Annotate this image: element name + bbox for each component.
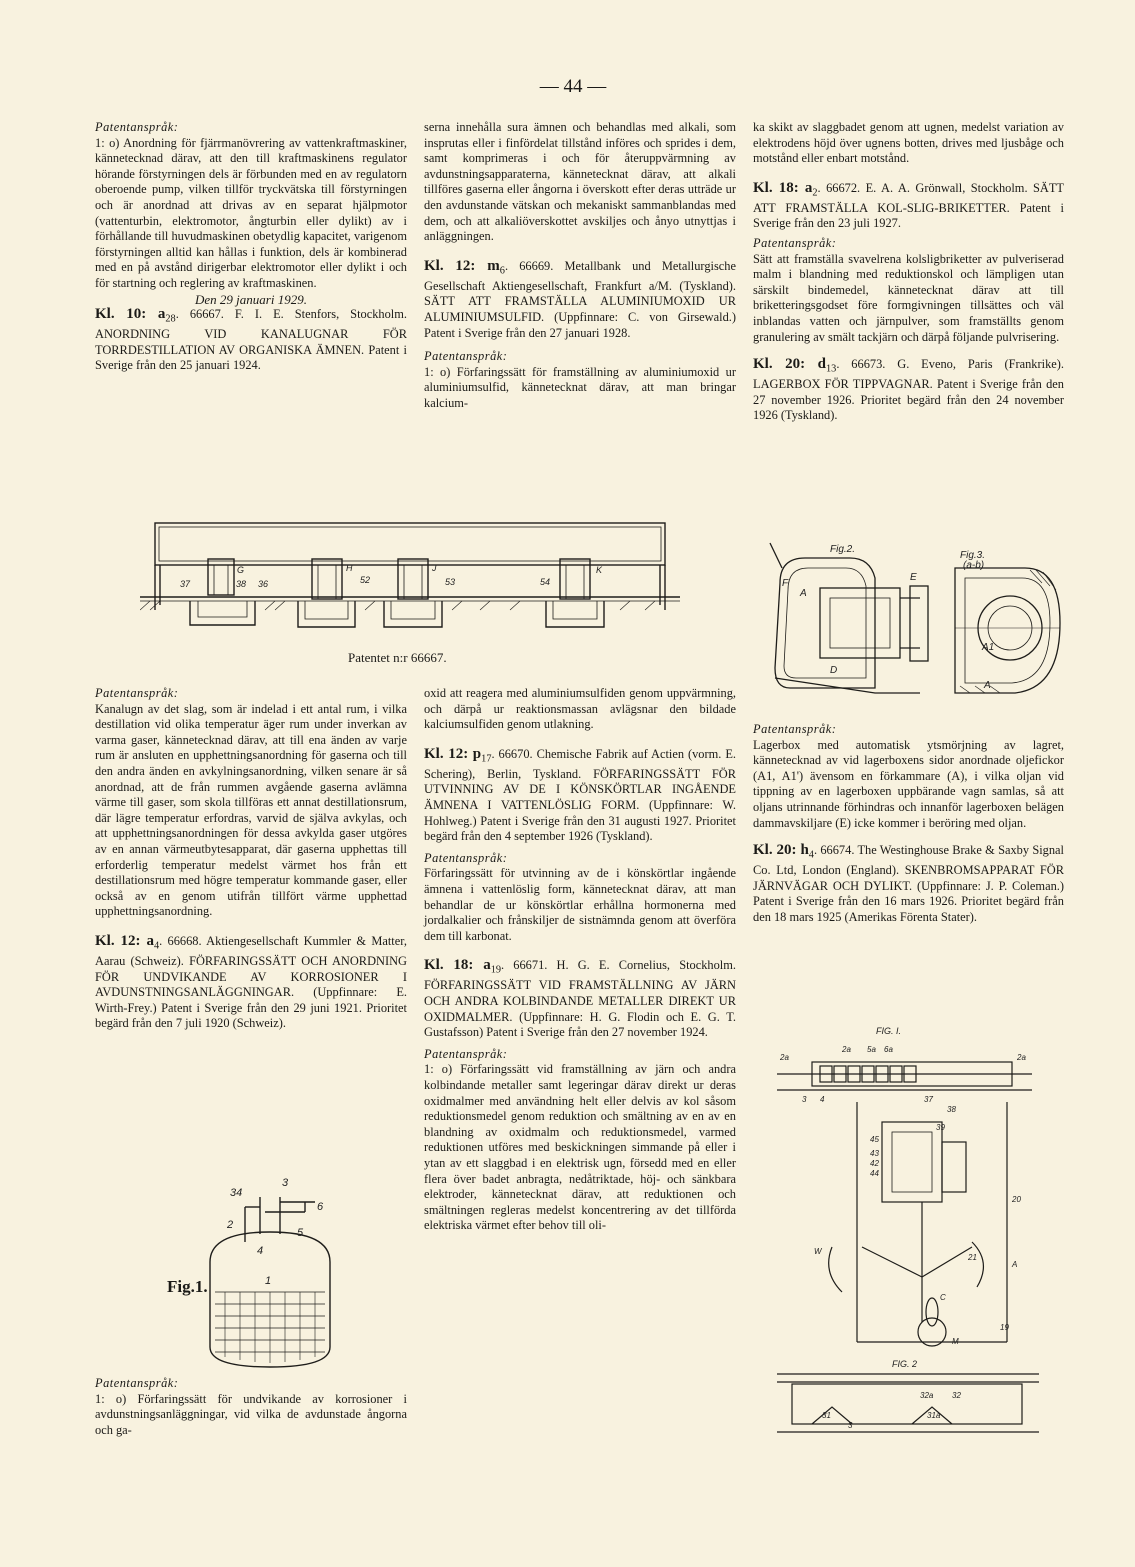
fig-label: M (952, 1337, 959, 1346)
fig-label: D (830, 665, 838, 676)
patent-class-sub: 4 (153, 940, 160, 952)
patent-entry-text: . 66670. Chemische Fabrik auf Actien (vorm. E. Schering), Berlin, Tyskland. FÖRFARINGSSÄTT FÖR UTVINNING AV DE I KÖNSKÖRTLAR INGÅENDE ÄMNENA I VATTENLÖSLIG FORM. (Uppfinnare: W. Hohlweg.) Patent i Sverige från den 31 augusti 1927. Prioritet begärd från den 4 september 1926 (Tyskland). (424, 746, 736, 844)
fig-label: 44 (870, 1169, 879, 1178)
fig-title: FIG. I. (876, 1026, 902, 1036)
fig-label: H (346, 563, 353, 573)
skenbroms-drawing (772, 1022, 1044, 1442)
fig-label: 21 (968, 1253, 977, 1262)
section-heading: Patentanspråk: (95, 120, 179, 134)
patent-entry-text: . 66672. E. A. A. Grönwall, Stockholm. SÄTT ATT FRAMSTÄLLA KOL-SLIG-BRIKETTER. Patent i Sverige från den 23 juli 1927. (753, 180, 1064, 231)
fig-label: 39 (936, 1123, 945, 1132)
page-number: — 44 — (539, 76, 607, 97)
figure-lagerbox (760, 528, 1065, 716)
patent-entry-text: . 66673. G. Eveno, Paris (Frankrike). LAGERBOX FÖR TIPPVAGNAR. Patent i Sverige från den 27 november 1926. Prioritet begärd från den 24 november 1926 (Tyskland). (753, 357, 1064, 423)
section-heading: Patentanspråk: (424, 349, 508, 364)
column-3-bottom (753, 722, 1064, 926)
patent-class-sub: 28 (165, 313, 176, 325)
patent-entry-text: . 66671. H. G. E. Cornelius, Stockholm. FÖRFARINGSSÄTT VID FRAMSTÄLLNING AV JÄRN OCH ANDRA KOLBINDANDE METALLER DIREKT UR OXIDMALMER. (Uppfinnare: H. G. Flodin och E. G. T. Gustafsson) Patent i Sverige från den 27 november 1924. (424, 958, 736, 1040)
fig-title: FIG. 2 (892, 1359, 918, 1369)
date-heading: Den 29 januari 1929. (195, 291, 307, 307)
fig-label: 3 (282, 1177, 289, 1189)
fig-label: C (940, 1293, 946, 1302)
patent-class: Kl. 18: a (753, 179, 813, 196)
fig-label: 31a (927, 1411, 941, 1420)
patent-class-sub: 2 (812, 187, 818, 199)
section-heading: Patentanspråk: (753, 236, 837, 251)
fig-label: G (237, 565, 245, 575)
patent-class-sub: 4 (808, 849, 814, 861)
section-heading: Patentanspråk: (95, 1376, 179, 1390)
patent-entry-text: . 66669. Metallbank und Metallurgische Gesellschaft Aktiengesellschaft, Frankfurt a/M. (Tyskland). SÄTT ATT FRAMSTÄLLA ALUMINIUMOXID UR ALUMINIUMSULFID. (Uppfinnare: C. von Girsewald.) Patent i Sverige från den 27 januari 1928. (424, 258, 736, 340)
fig-label: 54 (540, 577, 551, 587)
figure-skenbroms (772, 1022, 1044, 1442)
section-heading: Patentanspråk: (424, 1046, 508, 1061)
fig-label: 20 (1012, 1195, 1021, 1204)
fig-label: W (814, 1247, 822, 1256)
column-1-top (95, 120, 407, 374)
patent-class: Kl. 20: h (753, 842, 809, 859)
patent-class: Kl. 12: m (424, 257, 500, 274)
section-heading: Patentanspråk: (753, 722, 837, 736)
fig-label: 6a (884, 1045, 893, 1054)
claim-text: 1: o) Anordning för fjärrmanövrering av vattenkraftmaskiner, kännetecknad därav, att den till kraftmaskinens regulator hörande förstyrningen dels är förbunden med en av regulatorn oberoende pump, vilken tillför tryckvätska till förstyrningen och är anordnad att drivas av en separat hjälpmotor (vattenturbin, elektromotor, ångturbin eller dylikt) av i förhållande till huvudmaskinen obetydlig kapacitet, varigenom förstyrningen alltid kan hållas i funktion, dels är kombinerad med en på avstånd dirigerbar elektromotor eller dylikt i och för startning och reglering av kraftmaskinen. (95, 135, 407, 290)
kanalugn-drawing (140, 515, 680, 665)
patent-class: Kl. 20: d (753, 356, 826, 373)
column-1-bottom-claim (95, 1376, 407, 1438)
column-2-bottom (424, 686, 736, 1234)
fig-label: 2a (780, 1053, 789, 1062)
figure-kanalugn (140, 515, 680, 665)
fig-label: 2a (1017, 1053, 1026, 1062)
patent-entry-66670 (424, 747, 736, 845)
fig-label: 4 (820, 1095, 825, 1104)
fig-label: 43 (870, 1149, 879, 1158)
figure-avdunstning (165, 1172, 405, 1370)
continuation-text: oxid att reagera med aluminiumsulfiden genom uppvärmning, och därpå ur reaktionsmassan avlägsnar den bildade kalciumsulfiden genom utlakning. (424, 686, 736, 732)
fig-label: 32a (920, 1391, 934, 1400)
claim-text: 1: o) Förfaringssätt för framställning av aluminiumoxid ur aluminiumsulfid, kännetecknat därav, att man bringar kalcium- (424, 364, 736, 410)
fig-label: 38 (947, 1105, 956, 1114)
patent-entry-66667 (95, 307, 407, 374)
column-1-bottom (95, 686, 407, 1032)
section-heading: Patentanspråk: (424, 850, 508, 865)
fig-label: 2a (842, 1045, 851, 1054)
fig-label: 31 (822, 1411, 831, 1420)
fig-label: F (782, 578, 789, 589)
patent-class-sub: 13 (826, 363, 837, 375)
claim-text: Förfaringssätt för utvinning av de i könskörtlar ingående ämnena i vattenlöslig form, kännetecknat därav, att man behandlar de ur könskörtlar erhållna hormonerna med jordalkalier och frånskiljer de sistnämnda genom att överföra dem till karbonat. (424, 866, 736, 943)
fig-label: A (1012, 1260, 1018, 1269)
fig-label: 42 (870, 1159, 879, 1168)
patent-class: Kl. 12: a (95, 932, 154, 949)
fig-label: 53 (445, 577, 456, 587)
continuation-text: ka skikt av slaggbadet genom att ugnen, medelst variation av elektrodens höjd över ugnens botten, drives med ljusbåge och motstånd eller enbart motstånd. (753, 120, 1064, 166)
patent-entry-text: . 66674. The Westinghouse Brake & Saxby Signal Co. Ltd, London (England). SKENBROMSAPPARAT FÖR JÄRNVÄGAR OCH DYLIKT. (Uppfinnare: J. P. Coleman.) Patent i Sverige från den 16 mars 1926. Prioritet begärd från den 18 mars 1925 (Amerikas Förenta Stater). (753, 843, 1064, 924)
section-heading: Patentanspråk: (95, 686, 179, 700)
patent-class: Kl. 10: a (95, 306, 166, 323)
fig-label: A (984, 680, 991, 691)
claim-text: Sätt att framställa svavelrena kolsligbriketter av pulveriserad malm i blandning med reduktionskol och lämpligen utan särskilt bindemedel, kännetecknat därav att till briketteringsgodset före formgivningen tillsättes och väl inblandas vatten och järnpulver, som framställts genom granulering av smält tackjärn och därpå följande pulvrisering. (753, 251, 1064, 344)
fig-label: A (800, 588, 807, 599)
patent-entry-66672 (753, 181, 1064, 232)
patent-class-sub: 17 (481, 753, 492, 765)
fig-label: 3 (802, 1095, 807, 1104)
fig-label: 34 (230, 1187, 243, 1199)
continuation-text: serna innehålla sura ämnen och behandlas med alkali, som insprutas eller i finfördelat tillstånd införes och sprides i dem, samt komprimeras i och för återuppvärmning av avdunstningsapparaterna, kännetecknat därav, att alkali tillföres gaserna eller ångorna i överskott efter deras utträde ur den avdunstande vätskan och mekaniskt sammanblandas med dem, och att alkaliöverskottet avskiljes och ånyo utnyttjas i anläggningen. (424, 120, 736, 244)
fig-label: 1 (265, 1275, 272, 1287)
fig-label: 5 (297, 1227, 304, 1239)
patent-entry-66674 (753, 843, 1064, 925)
patent-class: Kl. 12: p (424, 745, 482, 762)
fig-label: 32 (952, 1391, 961, 1400)
patent-entry-66669 (424, 259, 736, 341)
fig-label: 36 (258, 579, 269, 589)
fig-label: J (432, 563, 437, 573)
fig-title: Fig.2. (830, 544, 856, 555)
fig-label: 6 (317, 1201, 324, 1213)
figure-caption-66667: Patentet n:r 66667. (348, 650, 447, 665)
patent-entry-66671 (424, 958, 736, 1040)
patent-entry-text: . 66667. F. I. E. Stenfors, Stockholm. ANORDNING VID KANALUGNAR FÖR TORRDESTILLATION AV ORGANISKA ÄMNEN. Patent i Sverige från den 25 januari 1924. (95, 307, 407, 373)
column-3-top (753, 120, 1064, 424)
column-2-top (424, 120, 736, 412)
fig-label: E (910, 572, 917, 583)
fig-title: Fig.1. (167, 1277, 208, 1296)
fig-label: 19 (1000, 1323, 1009, 1332)
claim-text: Lagerbox med automatisk ytsmörjning av lagret, kännetecknad av vid lagerboxens sidor anordnade oljefickor (A1, A1') ävensom en förkammare (A), i vilka oljan vid tippning av en lagerboxen uppbärande vagn samlas, så att oljans utrinnande förhindras och innanför lagerboxen belägen dammavskiljare (E) icke kommer i beröring med oljan. (753, 737, 1064, 830)
avdunstning-drawing (165, 1172, 405, 1370)
fig-label: 52 (360, 575, 371, 585)
patent-entry-66668 (95, 934, 407, 1032)
fig-label: K (596, 565, 603, 575)
fig-label: (a-b) (963, 560, 985, 571)
fig-label: 37 (924, 1095, 933, 1104)
fig-title: Fig.3. (960, 550, 986, 561)
claim-text: Kanalugn av det slag, som är indelad i ett antal rum, i vilka destillation vid olika temperatur äger rum under inverkan av varma gaser, kännetecknad därav, att till ena änden av varje rum är ansluten en upphettningsanordning för gaserna och till den andra änden en avkylningsanordning, vilken senare är så anordnad, att de från rummen avgående gaserna avlämna värme till gaser, som skola tillföras ett annat destillationsrum, där lägre temperatur erfordras, varvid de själva avkylas, och att upphettningsanordningen för dessa avkylda gaser utgöres av en annan värmeutbytesapparat, där gaserna upphettas till erforderlig temperatur medelst värmet hos från ett destillationsrum med högre temperatur kommande gaser, eller också av en genom utifrån tillfört värme upphettad upphettningsanordning. (95, 701, 407, 919)
fig-label: 3 (848, 1421, 853, 1430)
fig-label: A1 (982, 642, 995, 653)
claim-text: 1: o) Förfaringssätt vid framställning av järn och andra kolbindande metaller samt legeringar därav direkt ur deras oxidmalmer med användning helt eller delvis av kol såsom reduktionsmedel genom reduktion och smältning av en av en blandning av oxidmalm och reduktionsmedel, varmed reduktionen utföres med beskickningen simmande på eller i ytan av ett slaggbad i en elektrisk ugn, försedd med en eller flera över badet anbragta, nedåtriktade, höj- och sänkbara elektroder, kännetecknat därav, att reduktionen och smältningen regleras medelst koncentrering av det tillförda elektriska värmet efter behov till oli- (424, 1062, 736, 1233)
fig-label: 2 (227, 1219, 234, 1231)
fig-label: 37 (180, 579, 191, 589)
patent-class-sub: 6 (499, 265, 505, 277)
patent-entry-text: . 66668. Aktiengesellschaft Kummler & Matter, Aarau (Schweiz). FÖRFARINGSSÄTT OCH ANORDNING FÖR UNDVIKANDE AV KORROSIONER I AVDUNSTNINGSANLÄGGNINGAR. (Uppfinnare: E. Wirth-Frey.) Patent i Sverige från den 29 juni 1921. Prioritet begärd från den 7 juli 1920 (Schweiz). (95, 933, 407, 1031)
patent-entry-66673 (753, 357, 1064, 424)
patent-class-sub: 19 (490, 964, 502, 976)
patent-class: Kl. 18: a (424, 957, 491, 974)
fig-label: 4 (257, 1245, 264, 1257)
fig-label: 45 (870, 1135, 879, 1144)
fig-label: 38 (236, 579, 247, 589)
fig-label: 5a (867, 1045, 876, 1054)
claim-text: 1: o) Förfaringssätt för undvikande av korrosioner i avdunstningsanläggningar, vid vilka de avdunstade ångorna och ga- (95, 1391, 407, 1437)
lagerbox-drawing (760, 528, 1065, 716)
